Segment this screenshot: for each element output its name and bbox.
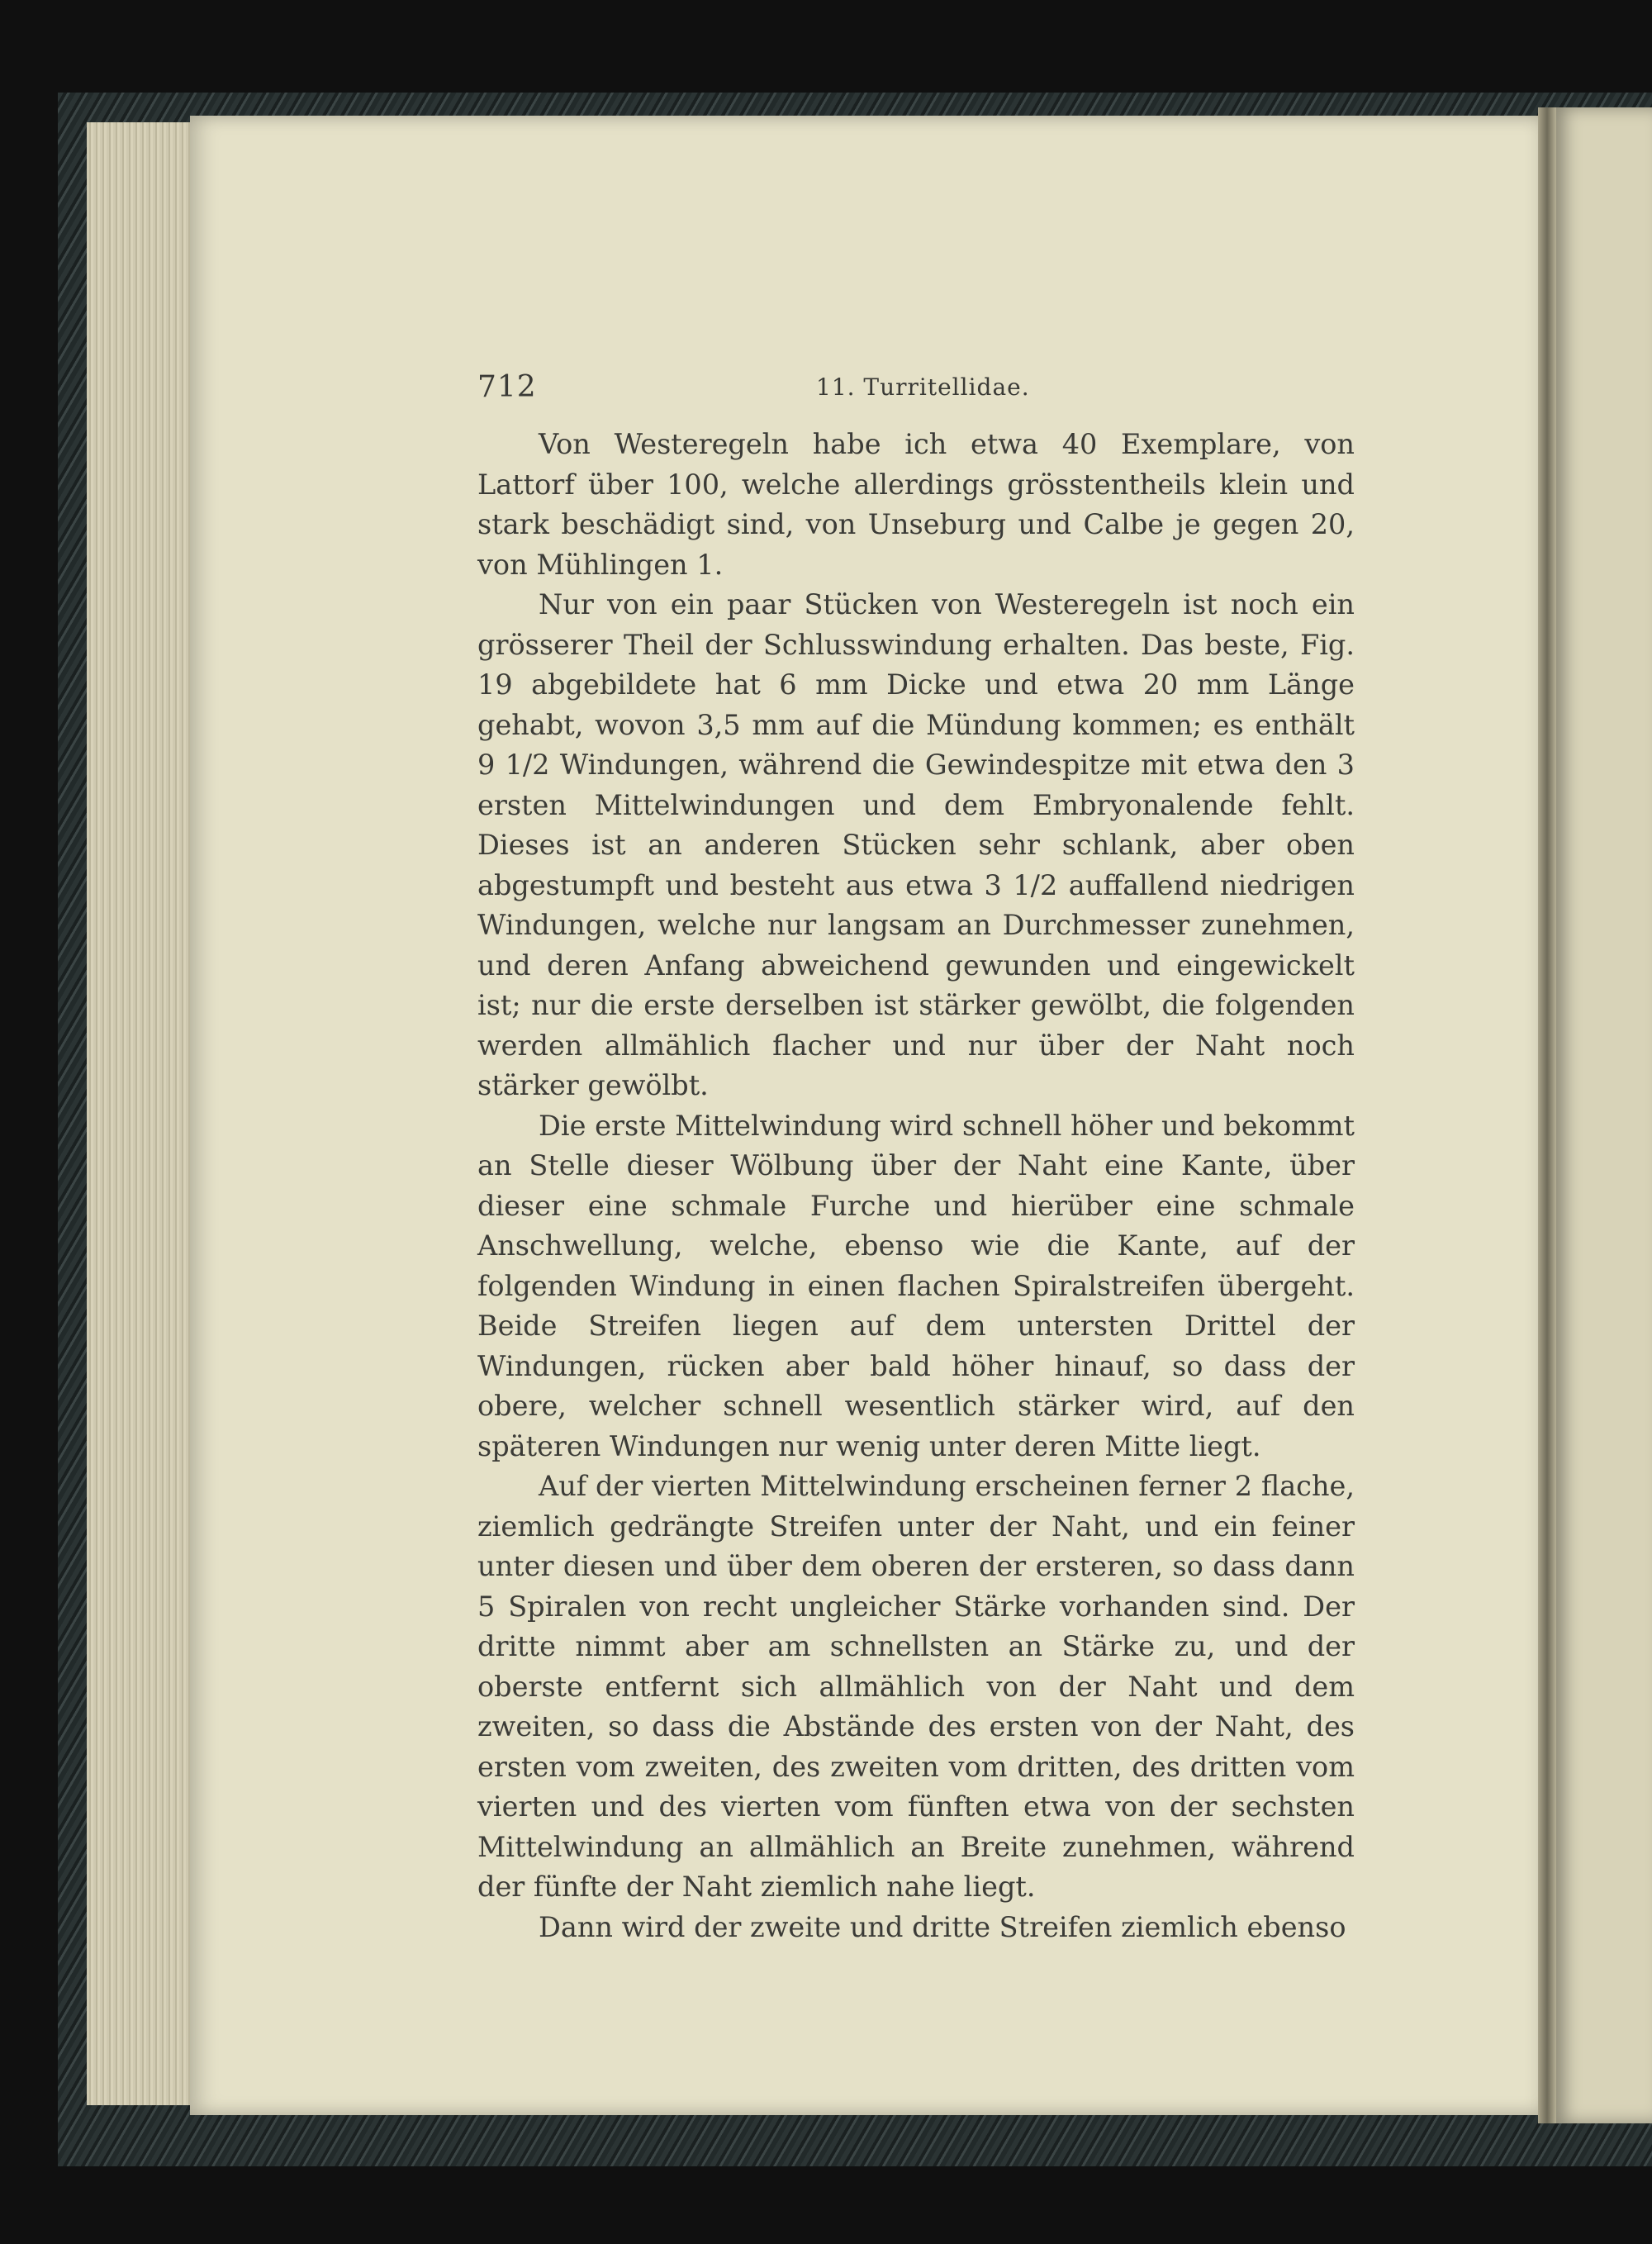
body-text (477, 425, 1355, 1947)
paragraph: Nur von ein paar Stücken von Westeregeln ist noch ein grösserer Theil der Schlusswindung erhalten. Das beste, Fig. 19 abgebildete hat 6 mm Dicke und etwa 20 mm Länge gehabt, wovon 3,5 mm auf die Mündung kommen; es enthält 9 1/2 Windungen, während die Gewindespitze mit etwa den 3 ersten Mittelwindungen und dem Embryonalende fehlt. Dieses ist an anderen Stücken sehr schlank, aber oben abgestumpft und besteht aus etwa 3 1/2 auffallend niedrigen Windungen, welche nur langsam an Durchmesser zunehmen, und deren Anfang abweichend gewunden und eingewickelt ist; nur die erste derselben ist stärker gewölbt, die folgenden werden allmählich flacher und nur über der Naht noch stärker gewölbt. (477, 588, 1355, 1101)
facing-page-edge (1553, 107, 1652, 2123)
running-title: 11. Turritellidae. (816, 373, 1030, 401)
page-edges (87, 122, 202, 2105)
paragraph: Auf der vierten Mittelwindung erscheinen ferner 2 flache, ziemlich gedrängte Streifen unter der Naht, und ein feiner unter diesen und über dem oberen der ersteren, so dass dann 5 Spiralen von recht ungleicher Stärke vorhanden sind. Der dritte nimmt aber am schnellsten an Stärke zu, und der oberste entfernt sich allmählich von der Naht und dem zweiten, so dass die Abstände des ersten von der Naht, des ersten vom zweiten, des zweiten vom dritten, des dritten vom vierten und des vierten vom fünften etwa von der sechsten Mittelwindung an allmählich an Breite zunehmen, während der fünfte der Naht ziemlich nahe liegt. (477, 1470, 1355, 1903)
book-gutter (1538, 107, 1556, 2123)
paragraph: Die erste Mittelwindung wird schnell höher und bekommt an Stelle dieser Wölbung über der Naht eine Kante, über dieser eine schmale Furche und hierüber eine schmale Anschwellung, welche, ebenso wie die Kante, auf der folgenden Windung in einen flachen Spiralstreifen übergeht. Beide Streifen liegen auf dem untersten Drittel der Windungen, rücken aber bald höher hinauf, so dass der obere, welcher schnell wesentlich stärker wird, auf den späteren Windungen nur wenig unter deren Mitte liegt. (477, 1109, 1355, 1462)
paragraph: Von Westeregeln habe ich etwa 40 Exemplare, von Lattorf über 100, welche allerdings grösstentheils klein und stark beschädigt sind, von Unseburg und Calbe je gegen 20, von Mühlingen 1. (477, 428, 1355, 581)
page-number: 712 (477, 370, 537, 404)
page-header (477, 370, 1361, 408)
paragraph: Dann wird der zweite und dritte Streifen ziemlich ebenso (539, 1910, 1346, 1943)
